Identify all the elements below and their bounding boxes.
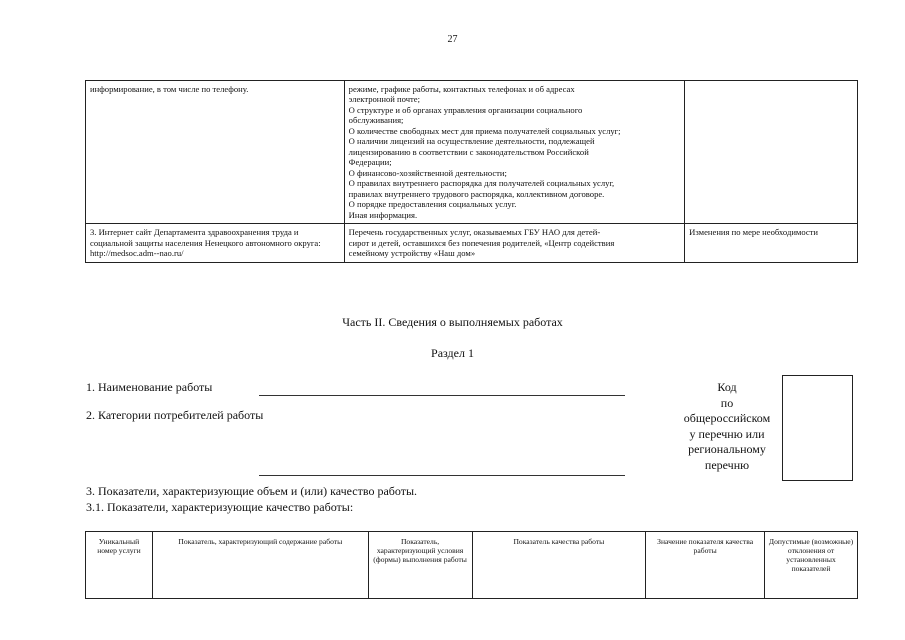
header-work-content: Показатель, характеризующий содержание работы	[152, 532, 368, 599]
info-frequency-cell: Изменения по мере необходимости	[685, 224, 858, 262]
content-line: Иная информация.	[348, 209, 418, 220]
code-label-line: перечню	[704, 457, 750, 472]
content-line: сирот и детей, оставшихся без попечения родителей, «Центр содействия	[348, 237, 615, 248]
content-line: О порядке предоставления социальных услуг.	[348, 199, 517, 210]
table-header-row	[86, 532, 858, 599]
content-line: семейному устройству «Наш дом»	[348, 248, 476, 259]
code-label-line: общероссийском	[683, 411, 771, 426]
page-number: 27	[447, 34, 458, 45]
header-quality-indicator: Показатель качества работы	[472, 532, 646, 599]
header-allowed-deviations: Допустимые (возможные) отклонения от установленных показателей	[765, 532, 858, 599]
info-content-cell	[344, 224, 685, 262]
part-title: Часть II. Сведения о выполняемых работах	[342, 315, 563, 329]
info-method-cell: информирование, в том числе по телефону.	[86, 81, 345, 224]
indicators-block	[86, 484, 417, 515]
code-label-line: региональному	[688, 442, 766, 457]
table-row	[86, 81, 858, 224]
code-label-line: по	[720, 395, 734, 410]
indicators-subheading: 3.1. Показатели, характеризующие качество работы:	[86, 499, 354, 514]
information-table	[85, 80, 858, 263]
content-line: О финансово-хозяйственной деятельности;	[348, 167, 507, 178]
work-name-label: 1. Наименование работы	[86, 380, 213, 394]
header-work-conditions: Показатель, характеризующий условия (формы) выполнения работы	[368, 532, 472, 599]
header-unique-number: Уникальный номер услуги	[86, 532, 153, 599]
content-line: правилах внутреннего трудового распорядка, коллективном договоре.	[348, 188, 605, 199]
content-line: электронной почте;	[348, 94, 421, 105]
content-line: режиме, графике работы, контактных телефонах и об адресах	[348, 84, 575, 94]
code-label-line: Код	[717, 380, 737, 394]
code-box	[782, 375, 853, 481]
info-method-cell: 3. Интернет сайт Департамента здравоохранения труда и социальной защиты населения Ненецкого автономного округа: http://medsoc.adm--nao.ru/	[86, 224, 345, 262]
indicators-heading: 3. Показатели, характеризующие объем и (или) качество работы.	[86, 484, 418, 498]
table-row	[86, 224, 858, 262]
content-line: лицензированию в соответствии с законодательством Российской	[348, 146, 589, 157]
work-name-underline	[259, 395, 625, 396]
content-line: Федерации;	[348, 157, 392, 168]
quality-indicators-table	[85, 531, 858, 599]
info-frequency-cell	[685, 81, 858, 224]
code-label	[668, 380, 786, 474]
consumer-categories-underline	[259, 475, 625, 476]
content-line: О наличии лицензий на осуществление деятельности, подлежащей	[348, 136, 595, 147]
section-title: Раздел 1	[431, 346, 474, 360]
consumer-categories-label: 2. Категории потребителей работы	[86, 408, 264, 422]
content-line: О структуре и об органах управления организации социального	[348, 104, 583, 115]
code-label-line: у перечню или	[689, 426, 765, 441]
content-line: О количестве свободных мест для приема получателей социальных услуг;	[348, 125, 621, 136]
content-line: обслуживания;	[348, 115, 404, 126]
content-line: О правилах внутреннего распорядка для получателей социальных услуг,	[348, 178, 615, 189]
content-line: Перечень государственных услуг, оказываемых ГБУ НАО для детей-	[348, 227, 601, 238]
info-content-cell	[344, 81, 685, 224]
header-quality-value: Значение показателя качества работы	[646, 532, 765, 599]
